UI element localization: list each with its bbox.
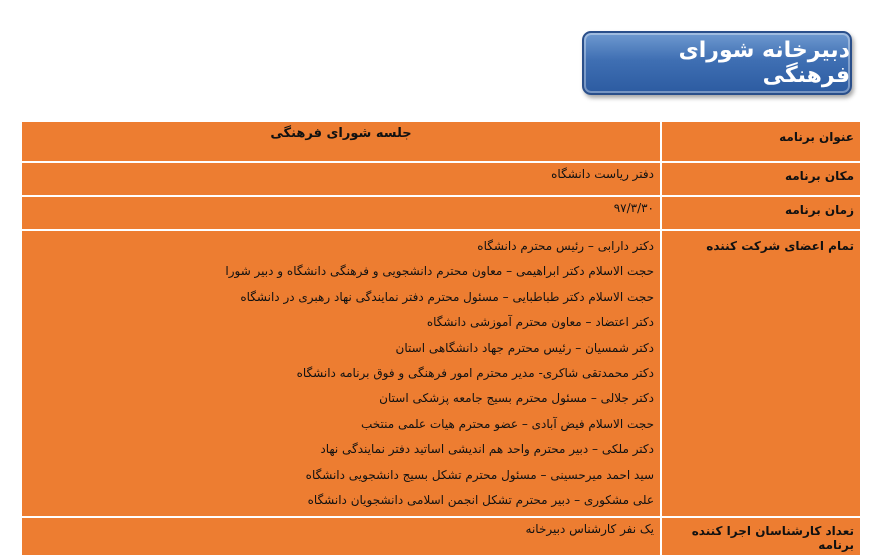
program-location-value: دفتر ریاست دانشگاه <box>21 162 661 196</box>
table-row-title <box>21 121 861 162</box>
list-item: دکتر اعتضاد – معاون محترم آموزشی دانشگاه <box>426 315 654 330</box>
list-item: حجت الاسلام دکتر طباطبایی – مسئول محترم دفتر نمایندگی نهاد رهبری در دانشگاه <box>240 289 654 304</box>
table-row-members <box>21 230 861 517</box>
participants-cell <box>21 230 661 517</box>
list-item: علی مشکوری – دبیر محترم تشکل انجمن اسلامی دانشجویان دانشگاه <box>307 492 654 507</box>
table-row-experts <box>21 517 861 556</box>
list-item: دکتر دارابی – رئیس محترم دانشگاه <box>477 239 654 253</box>
list-item: دکتر ملکی – دبیر محترم واحد هم اندیشی اساتید دفتر نمایندگی نهاد <box>320 442 654 457</box>
table-row-location <box>21 162 861 196</box>
program-title-label: عنوان برنامه <box>661 121 861 162</box>
program-title-value: جلسه شورای فرهنگی <box>21 121 661 162</box>
page-title: دبیرخانه شورای فرهنگی <box>582 31 852 95</box>
list-item: دکتر محمدتقی شاکری- مدیر محترم امور فرهنگی و فوق برنامه دانشگاه <box>296 365 654 380</box>
program-table <box>20 120 862 557</box>
list-item: حجت الاسلام فیض آبادی – عضو محترم هیات علمی منتخب <box>360 416 654 431</box>
experts-count-label: تعداد کارشناسان اجرا کننده برنامه <box>661 517 861 556</box>
table-row-time <box>21 196 861 230</box>
list-item: دکتر شمسیان – رئیس محترم جهاد دانشگاهی استان <box>395 340 654 355</box>
list-item: حجت الاسلام دکتر ابراهیمی – معاون محترم دانشجویی و فرهنگی دانشگاه و دبیر شورا <box>225 264 654 279</box>
program-location-label: مکان برنامه <box>661 162 861 196</box>
program-time-value: ۹۷/۳/۳۰ <box>21 196 661 230</box>
program-time-label: زمان برنامه <box>661 196 861 230</box>
experts-count-value: یک نفر کارشناس دبیرخانه <box>21 517 661 556</box>
participants-list <box>28 234 654 513</box>
list-item: دکتر جلالی – مسئول محترم بسیج جامعه پزشکی استان <box>379 391 654 406</box>
participants-label: تمام اعضای شرکت کننده <box>661 230 861 517</box>
list-item: سید احمد میرحسینی – مسئول محترم تشکل بسیج دانشجویی دانشگاه <box>305 467 654 482</box>
